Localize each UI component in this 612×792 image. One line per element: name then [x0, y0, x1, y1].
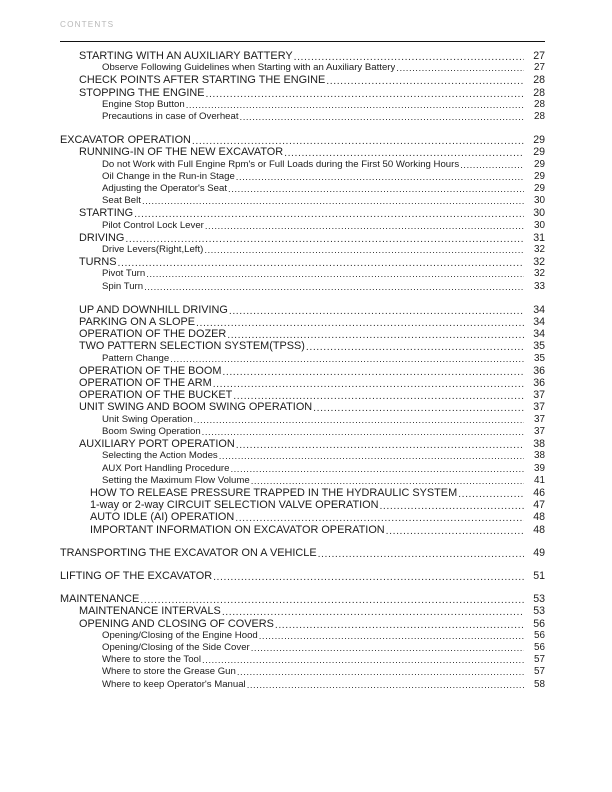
toc-dot-leader	[318, 550, 524, 559]
toc-entry-page-number: 28	[534, 98, 545, 110]
toc-dot-leader	[222, 368, 524, 377]
toc-entry[interactable]	[0, 593, 612, 605]
table-of-contents	[0, 50, 612, 691]
toc-entry[interactable]	[0, 353, 612, 365]
toc-entry-page-number: 29	[534, 183, 545, 195]
toc-dot-leader	[213, 380, 524, 389]
toc-entry[interactable]	[0, 281, 612, 293]
toc-dot-leader	[251, 478, 524, 487]
toc-entry-page-number: 57	[534, 654, 545, 666]
toc-entry-title: Drive Levers(Right,Left)	[102, 244, 204, 256]
toc-entry[interactable]	[0, 87, 612, 99]
toc-entry[interactable]	[0, 111, 612, 123]
toc-entry[interactable]	[0, 377, 612, 389]
toc-entry-page-number: 47	[533, 499, 545, 512]
toc-entry-title: IMPORTANT INFORMATION ON EXCAVATOR OPERATION	[90, 523, 385, 536]
toc-entry-title: HOW TO RELEASE PRESSURE TRAPPED IN THE HYDRAULIC SYSTEM	[90, 486, 458, 499]
toc-entry-title: UNIT SWING AND BOOM SWING OPERATION	[79, 401, 313, 414]
toc-entry-page-number: 30	[534, 195, 545, 207]
toc-entry-page-number: 37	[533, 389, 545, 402]
toc-entry-page-number: 34	[533, 303, 545, 316]
toc-entry[interactable]	[0, 159, 612, 171]
toc-entry-page-number: 38	[534, 450, 545, 462]
toc-entry[interactable]	[0, 134, 612, 146]
toc-entry-title: UP AND DOWNHILL DRIVING	[79, 303, 228, 316]
toc-entry-page-number: 49	[533, 546, 545, 559]
toc-entry-page-number: 56	[533, 617, 545, 630]
toc-entry-title: LIFTING OF THE EXCAVATOR	[60, 569, 213, 582]
toc-entry-title: Unit Swing Operation	[102, 413, 193, 425]
toc-dot-leader	[170, 356, 524, 365]
toc-entry-title: MAINTENANCE INTERVALS	[79, 605, 221, 618]
toc-dot-leader	[247, 682, 524, 691]
contents-header-label: CONTENTS	[60, 20, 115, 29]
toc-dot-leader	[205, 90, 524, 99]
toc-entry[interactable]	[0, 340, 612, 352]
toc-entry[interactable]	[0, 401, 612, 413]
toc-entry-page-number: 53	[533, 593, 545, 606]
toc-entry-title: MAINTENANCE	[60, 593, 140, 606]
toc-dot-leader	[236, 441, 524, 450]
toc-entry-page-number: 28	[533, 86, 545, 99]
toc-entry-page-number: 37	[534, 425, 545, 437]
toc-entry[interactable]	[0, 414, 612, 426]
toc-entry-page-number: 35	[533, 340, 545, 353]
toc-entry[interactable]	[0, 605, 612, 617]
toc-dot-leader	[458, 490, 524, 499]
toc-entry-page-number: 38	[533, 438, 545, 451]
toc-entry[interactable]	[0, 475, 612, 487]
toc-dot-leader	[275, 621, 524, 630]
toc-entry-title: Selecting the Action Modes	[102, 450, 218, 462]
toc-entry-title: Adjusting the Operator's Seat	[102, 183, 228, 195]
toc-entry[interactable]	[0, 232, 612, 244]
toc-dot-leader	[219, 454, 524, 463]
toc-entry-page-number: 37	[534, 413, 545, 425]
toc-dot-leader	[205, 223, 524, 232]
toc-entry-page-number: 29	[534, 158, 545, 170]
toc-entry-page-number: 41	[534, 474, 545, 486]
toc-entry-page-number: 33	[534, 280, 545, 292]
toc-dot-leader	[186, 102, 524, 111]
toc-entry-title: OPERATION OF THE BUCKET	[79, 389, 233, 402]
toc-entry[interactable]	[0, 499, 612, 511]
toc-entry[interactable]	[0, 195, 612, 207]
toc-entry-page-number: 35	[534, 352, 545, 364]
toc-dot-leader	[228, 186, 524, 195]
toc-dot-leader	[227, 331, 524, 340]
toc-entry-page-number: 36	[533, 377, 545, 390]
toc-entry-title: Boom Swing Operation	[102, 425, 201, 437]
toc-dot-leader	[194, 417, 524, 426]
toc-entry-title: OPERATION OF THE BOOM	[79, 364, 222, 377]
toc-entry[interactable]	[0, 570, 612, 582]
toc-entry[interactable]	[0, 256, 612, 268]
toc-entry-title: Opening/Closing of the Side Cover	[102, 641, 250, 653]
toc-dot-leader	[230, 466, 524, 475]
toc-entry-page-number: 46	[533, 486, 545, 499]
toc-entry-title: AUXILIARY PORT OPERATION	[79, 438, 235, 451]
toc-dot-leader	[386, 527, 524, 536]
toc-entry-title: TURNS	[79, 256, 117, 269]
toc-entry-page-number: 29	[533, 134, 545, 147]
toc-entry-title: Do not Work with Full Engine Rpm's or Full Loads during the First 50 Working Hours	[102, 158, 460, 170]
toc-dot-leader	[196, 319, 524, 328]
toc-entry-title: Where to store the Tool	[102, 654, 202, 666]
toc-entry[interactable]	[0, 389, 612, 401]
toc-entry-page-number: 37	[533, 401, 545, 414]
toc-entry-title: Precautions in case of Overheat	[102, 111, 239, 123]
toc-entry-title: AUTO IDLE (AI) OPERATION	[90, 511, 235, 524]
toc-entry[interactable]	[0, 630, 612, 642]
toc-entry-page-number: 31	[533, 231, 545, 244]
toc-entry-page-number: 39	[534, 462, 545, 474]
toc-entry-title: OPERATION OF THE DOZER	[79, 328, 227, 341]
toc-entry[interactable]	[0, 679, 612, 691]
toc-dot-leader	[202, 657, 524, 666]
toc-entry-title: 1-way or 2-way CIRCUIT SELECTION VALVE OPERATION	[90, 499, 379, 512]
toc-entry[interactable]	[0, 146, 612, 158]
toc-entry[interactable]	[0, 642, 612, 654]
toc-entry[interactable]	[0, 426, 612, 438]
toc-entry[interactable]	[0, 654, 612, 666]
toc-dot-leader	[251, 645, 524, 654]
page-header	[60, 20, 545, 30]
toc-entry-title: DRIVING	[79, 231, 125, 244]
toc-dot-leader	[460, 162, 524, 171]
toc-dot-leader	[284, 150, 524, 159]
toc-dot-leader	[202, 429, 524, 438]
toc-entry-page-number: 28	[533, 74, 545, 87]
toc-entry-title: Observe Following Guidelines when Starting with an Auxiliary Battery	[102, 62, 396, 74]
toc-entry[interactable]	[0, 244, 612, 256]
toc-entry[interactable]	[0, 487, 612, 499]
toc-entry-title: OPERATION OF THE ARM	[79, 377, 212, 390]
toc-entry-page-number: 32	[534, 244, 545, 256]
toc-entry-title: Pattern Change	[102, 352, 170, 364]
toc-entry[interactable]	[0, 74, 612, 86]
toc-entry-title: Setting the Maximum Flow Volume	[102, 474, 250, 486]
toc-entry-page-number: 30	[534, 219, 545, 231]
toc-entry-page-number: 56	[534, 641, 545, 653]
toc-entry-title: STOPPING THE ENGINE	[79, 86, 205, 99]
toc-entry[interactable]	[0, 171, 612, 183]
toc-entry-page-number: 58	[534, 678, 545, 690]
toc-entry-title: OPENING AND CLOSING OF COVERS	[79, 617, 274, 630]
toc-entry-title: Pilot Control Lock Lever	[102, 219, 204, 231]
toc-entry-title: Oil Change in the Run-in Stage	[102, 170, 235, 182]
toc-entry-page-number: 29	[534, 170, 545, 182]
toc-dot-leader	[192, 137, 524, 146]
toc-dot-leader	[379, 502, 524, 511]
toc-entry-page-number: 28	[534, 111, 545, 123]
toc-dot-leader	[233, 392, 524, 401]
toc-entry[interactable]	[0, 450, 612, 462]
toc-dot-leader	[229, 307, 524, 316]
toc-entry-title: AUX Port Handling Procedure	[102, 462, 230, 474]
toc-entry-page-number: 32	[534, 268, 545, 280]
toc-entry[interactable]	[0, 666, 612, 678]
toc-entry-page-number: 53	[533, 605, 545, 618]
toc-entry[interactable]	[0, 547, 612, 559]
toc-entry-title: RUNNING-IN OF THE NEW EXCAVATOR	[79, 146, 284, 159]
toc-entry-title: Where to store the Grease Gun	[102, 666, 236, 678]
toc-dot-leader	[125, 235, 524, 244]
toc-entry[interactable]	[0, 99, 612, 111]
toc-entry-page-number: 30	[533, 207, 545, 220]
toc-dot-leader	[294, 53, 524, 62]
toc-dot-leader	[237, 670, 524, 679]
toc-entry-title: STARTING	[79, 207, 134, 220]
toc-entry-page-number: 56	[534, 629, 545, 641]
toc-entry[interactable]	[0, 365, 612, 377]
toc-entry-title: EXCAVATOR OPERATION	[60, 134, 191, 147]
toc-entry-title: PARKING ON A SLOPE	[79, 316, 196, 329]
toc-entry-page-number: 27	[534, 62, 545, 74]
header-divider-rule	[60, 41, 545, 42]
toc-dot-leader	[140, 596, 524, 605]
toc-dot-leader	[240, 114, 524, 123]
toc-entry-page-number: 34	[533, 328, 545, 341]
toc-dot-leader	[146, 272, 524, 281]
toc-entry[interactable]	[0, 304, 612, 316]
toc-entry-title: TWO PATTERN SELECTION SYSTEM(TPSS)	[79, 340, 305, 353]
toc-dot-leader	[326, 78, 524, 87]
toc-entry[interactable]	[0, 524, 612, 536]
toc-entry[interactable]	[0, 62, 612, 74]
toc-entry-page-number: 48	[533, 523, 545, 536]
toc-entry-title: Where to keep Operator's Manual	[102, 678, 246, 690]
toc-dot-leader	[313, 405, 524, 414]
toc-entry[interactable]	[0, 463, 612, 475]
toc-entry[interactable]	[0, 268, 612, 280]
toc-dot-leader	[118, 259, 524, 268]
toc-entry-page-number: 36	[533, 364, 545, 377]
toc-entry[interactable]	[0, 50, 612, 62]
toc-entry[interactable]	[0, 618, 612, 630]
toc-entry-page-number: 34	[533, 316, 545, 329]
toc-dot-leader	[144, 284, 524, 293]
toc-entry-page-number: 48	[533, 511, 545, 524]
toc-entry-title: CHECK POINTS AFTER STARTING THE ENGINE	[79, 74, 326, 87]
toc-entry-page-number: 57	[534, 666, 545, 678]
toc-dot-leader	[396, 65, 524, 74]
toc-entry-page-number: 29	[533, 146, 545, 159]
toc-entry[interactable]	[0, 328, 612, 340]
toc-entry[interactable]	[0, 438, 612, 450]
toc-entry-title: Spin Turn	[102, 280, 144, 292]
toc-dot-leader	[213, 573, 524, 582]
toc-entry[interactable]	[0, 207, 612, 219]
toc-dot-leader	[306, 344, 524, 353]
toc-entry-page-number: 27	[533, 50, 545, 62]
toc-dot-leader	[222, 609, 524, 618]
toc-entry[interactable]	[0, 220, 612, 232]
toc-entry[interactable]	[0, 316, 612, 328]
toc-dot-leader	[134, 211, 524, 220]
toc-entry-title: Seat Belt	[102, 195, 141, 207]
toc-dot-leader	[236, 174, 524, 183]
toc-entry-page-number: 51	[533, 569, 545, 582]
toc-entry-title: Pivot Turn	[102, 268, 146, 280]
toc-dot-leader	[142, 198, 524, 207]
toc-dot-leader	[259, 633, 524, 642]
toc-entry-title: Opening/Closing of the Engine Hood	[102, 629, 258, 641]
toc-entry[interactable]	[0, 183, 612, 195]
toc-entry-page-number: 32	[533, 256, 545, 269]
toc-entry-title: TRANSPORTING THE EXCAVATOR ON A VEHICLE	[60, 546, 317, 559]
toc-dot-leader	[204, 247, 524, 256]
toc-entry[interactable]	[0, 511, 612, 523]
toc-dot-leader	[235, 515, 524, 524]
toc-entry-title: Engine Stop Button	[102, 98, 185, 110]
toc-entry-title: STARTING WITH AN AUXILIARY BATTERY	[79, 50, 293, 62]
